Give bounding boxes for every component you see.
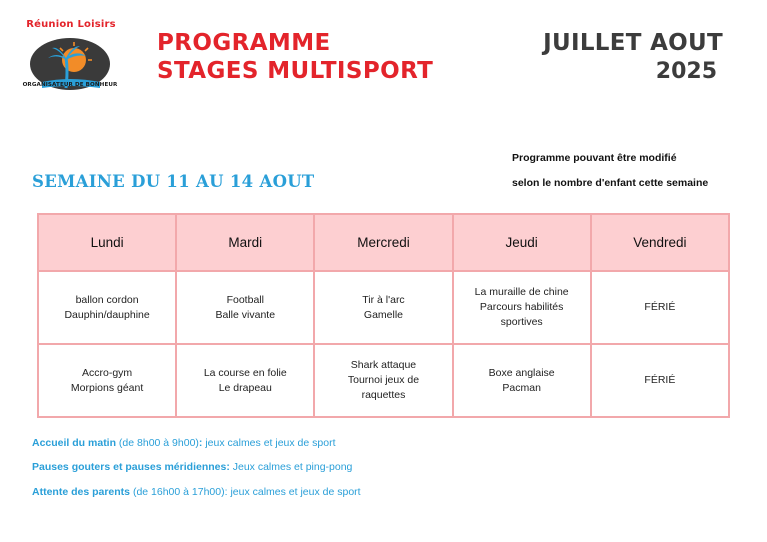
activity: raquettes bbox=[361, 389, 406, 401]
info-label: Attente des parents bbox=[32, 486, 131, 498]
week-heading: SEMAINE DU 11 AU 14 AOUT bbox=[32, 172, 315, 191]
day-header: Mardi bbox=[176, 214, 314, 271]
table-row bbox=[38, 271, 729, 344]
info-hours: (de 8h00 à 9h00) bbox=[116, 437, 199, 449]
logo-tagline: ORGANISATEUR DE BONHEUR bbox=[22, 82, 118, 88]
note-line-2: selon le nombre d'enfant cette semaine bbox=[512, 177, 709, 189]
modification-note bbox=[512, 152, 708, 189]
info-label: Pauses gouters et pauses méridiennes: bbox=[32, 461, 230, 473]
activity: Shark attaque bbox=[350, 359, 417, 371]
period-year: 2025 bbox=[655, 59, 717, 84]
note-line-1: Programme pouvant être modifié bbox=[512, 152, 677, 164]
page-title bbox=[157, 29, 433, 85]
activity: Pacman bbox=[502, 381, 541, 394]
period-block bbox=[543, 29, 723, 87]
info-text: jeux calmes et jeux de sport bbox=[227, 486, 361, 498]
day-header: Mercredi bbox=[314, 214, 452, 271]
day-header-row bbox=[38, 214, 729, 271]
activity: Football bbox=[226, 293, 264, 306]
activity: Gamelle bbox=[363, 308, 404, 321]
info-separator: : bbox=[198, 437, 203, 449]
activity: Tournoi jeux de bbox=[347, 374, 420, 386]
activity: Parcours habilités bbox=[479, 301, 564, 313]
info-text: Jeux calmes et ping-pong bbox=[229, 461, 353, 473]
activity-cell bbox=[38, 344, 176, 417]
info-text: jeux calmes et jeux de sport bbox=[202, 437, 336, 449]
info-label: Accueil du matin bbox=[32, 437, 117, 449]
activity: Balle vivante bbox=[215, 308, 276, 321]
schedule-table bbox=[37, 213, 730, 418]
activity-cell bbox=[38, 271, 176, 344]
activity: Tir à l'arc bbox=[362, 293, 405, 306]
activity: Dauphin/dauphine bbox=[64, 308, 150, 321]
activity-cell bbox=[453, 344, 591, 417]
logo-brand-text: Réunion Loisirs bbox=[26, 19, 116, 30]
activity: Morpions géant bbox=[70, 381, 144, 394]
activity-cell bbox=[314, 344, 452, 417]
period-months: JUILLET AOUT bbox=[543, 30, 723, 56]
info-hours: (de 16h00 à 17h00): bbox=[130, 486, 228, 498]
activity-cell bbox=[591, 271, 729, 344]
title-line-1: PROGRAMME bbox=[157, 30, 331, 56]
holiday-label: FÉRIÉ bbox=[644, 301, 676, 313]
title-line-2: STAGES MULTISPORT bbox=[157, 58, 434, 84]
activity-cell bbox=[591, 344, 729, 417]
activity: Le drapeau bbox=[218, 381, 272, 394]
info-parents bbox=[32, 486, 361, 498]
day-header: Vendredi bbox=[591, 214, 729, 271]
activity-cell bbox=[453, 271, 591, 344]
table-row bbox=[38, 344, 729, 417]
activity: Boxe anglaise bbox=[488, 366, 555, 379]
activity: sportives bbox=[500, 316, 543, 328]
activity-cell bbox=[176, 271, 314, 344]
holiday-label: FÉRIÉ bbox=[644, 374, 676, 386]
info-breaks bbox=[32, 461, 352, 473]
day-header: Jeudi bbox=[453, 214, 591, 271]
activity: La muraille de chine bbox=[474, 286, 569, 298]
activity-cell bbox=[314, 271, 452, 344]
day-header: Lundi bbox=[38, 214, 176, 271]
activity: Accro-gym bbox=[82, 366, 133, 379]
info-morning bbox=[32, 437, 336, 449]
activity: La course en folie bbox=[203, 366, 287, 379]
activity-cell bbox=[176, 344, 314, 417]
activity: ballon cordon bbox=[75, 293, 139, 306]
